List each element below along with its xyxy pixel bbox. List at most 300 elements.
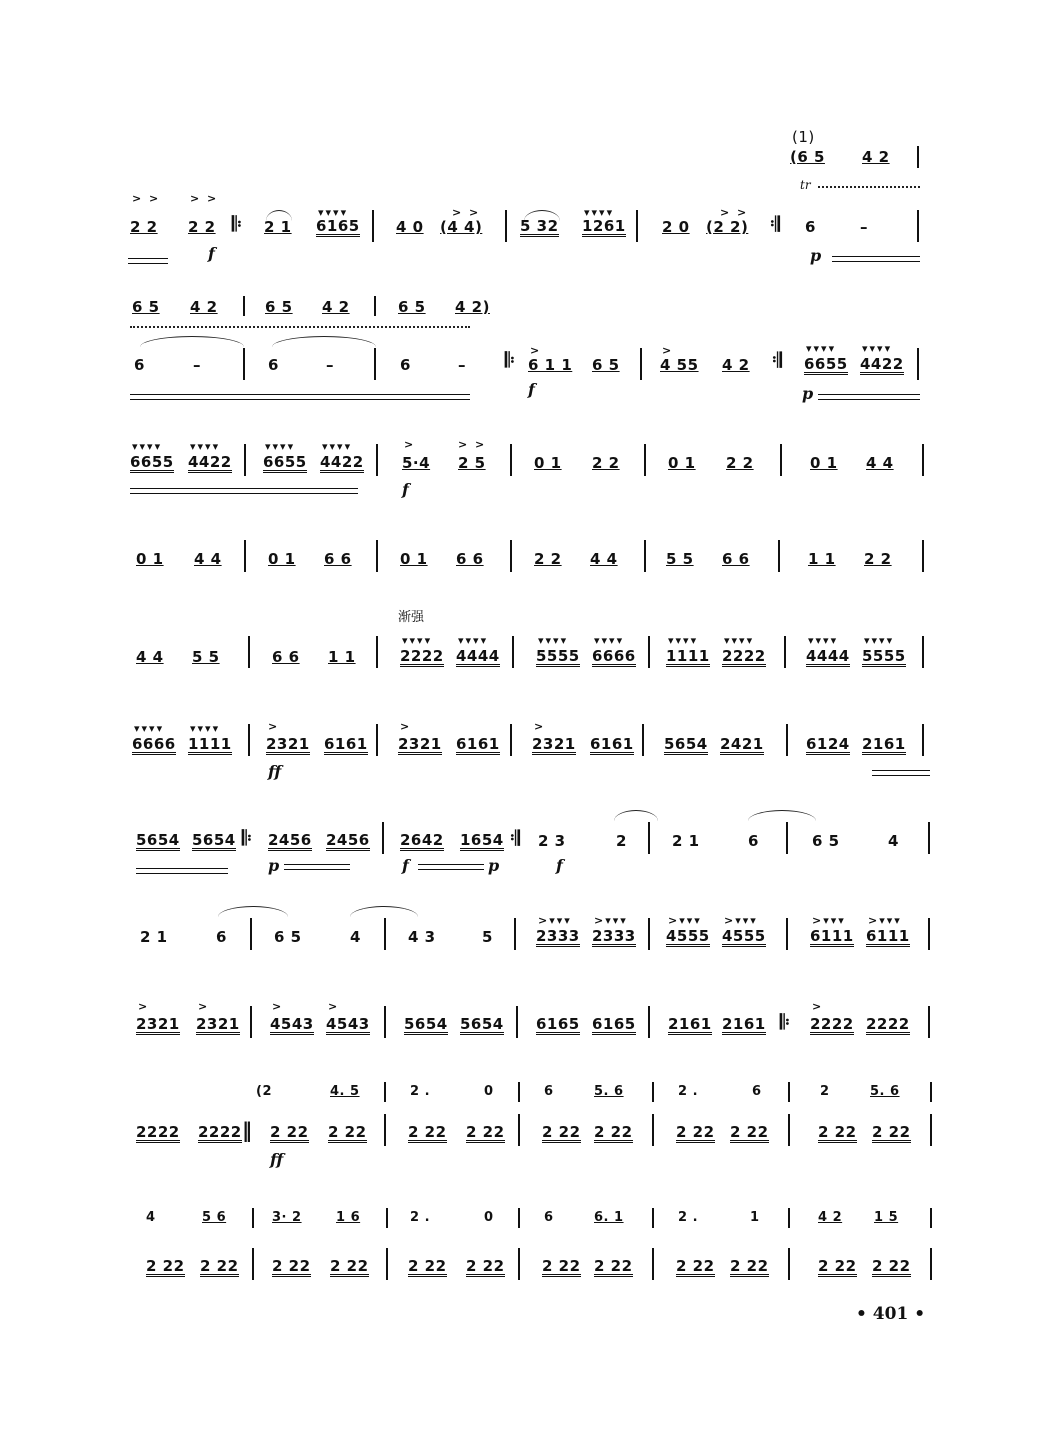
- barline: [376, 636, 378, 668]
- staccato-marks: ▾▾▾▾: [458, 634, 489, 647]
- staccato-marks: ▾▾▾▾: [594, 634, 625, 647]
- barline: [384, 1006, 386, 1038]
- note-group: 5654: [664, 735, 708, 753]
- barline: [648, 1006, 650, 1038]
- accent-mark: > >: [132, 192, 161, 205]
- note-group: 4 55: [660, 356, 699, 374]
- barline: [386, 1248, 388, 1280]
- note-group: 4444: [456, 647, 500, 665]
- accent-mark: >: [268, 720, 280, 733]
- tie: [140, 336, 244, 347]
- barline: [244, 444, 246, 476]
- note-group: 2 2: [592, 454, 620, 472]
- final-barline: ‖: [242, 1118, 252, 1142]
- note-group: 2 .: [410, 1210, 431, 1225]
- barline: [930, 1082, 932, 1102]
- note-group: 2 22: [330, 1257, 369, 1275]
- barline: [518, 1208, 520, 1228]
- barline: [922, 540, 924, 572]
- barline: [652, 1248, 654, 1280]
- note-group: (4 4): [440, 218, 483, 236]
- note-group: 6: [134, 356, 145, 374]
- note-group: 0 1: [400, 550, 428, 568]
- ornament-label: (1): [792, 128, 815, 146]
- note-group: 4543: [326, 1015, 370, 1033]
- trill-wave: [130, 320, 470, 328]
- accent-mark: >: [404, 438, 416, 451]
- repeat-start: 𝄆: [780, 1010, 790, 1034]
- crescendo-marking: 渐强: [398, 610, 425, 625]
- dynamic-mark: f: [208, 244, 215, 263]
- accent-mark: >: [530, 344, 542, 357]
- note-group: 2 22: [818, 1257, 857, 1275]
- barline: [252, 1208, 254, 1228]
- note-group: 0: [484, 1210, 494, 1225]
- accent-mark: > >: [190, 192, 219, 205]
- dynamic-mark: p: [802, 384, 814, 403]
- note-group: 3· 2: [272, 1210, 302, 1225]
- repeat-end: 𝄇: [770, 212, 780, 236]
- note-group: 6: [544, 1210, 554, 1225]
- hairpin: [832, 256, 920, 262]
- note-group: 2 22: [818, 1123, 857, 1141]
- dynamic-mark: p: [810, 246, 822, 265]
- repeat-end: 𝄇: [772, 348, 782, 372]
- note-group: (2: [256, 1084, 272, 1099]
- staccato-marks: ▾▾▾▾: [584, 206, 615, 219]
- note-group: 4 4: [136, 648, 164, 666]
- staccato-marks: ▾▾▾▾: [402, 634, 433, 647]
- barline: [930, 1114, 932, 1146]
- note-group: 6666: [132, 735, 176, 753]
- note-group: 2 22: [466, 1257, 505, 1275]
- barline: [644, 540, 646, 572]
- barline: [784, 636, 786, 668]
- staccato-marks: ▾▾▾▾: [806, 342, 837, 355]
- note-group: 4: [350, 928, 361, 946]
- tie: [218, 906, 288, 917]
- dynamic-mark: f: [556, 856, 563, 875]
- staccato-marks: ▾▾▾▾: [190, 722, 221, 735]
- note-group: 1654: [460, 831, 504, 849]
- note-group: 2 .: [678, 1210, 699, 1225]
- note-group: 6165: [592, 1015, 636, 1033]
- barline: [505, 210, 507, 242]
- note-group: 4543: [270, 1015, 314, 1033]
- tie: [350, 906, 418, 917]
- note-group: 1 1: [328, 648, 356, 666]
- note-group: 1111: [666, 647, 710, 665]
- note-group: 2 1: [264, 218, 292, 236]
- note-group: 6655: [804, 355, 848, 373]
- note-group: 0: [484, 1084, 494, 1099]
- note-group: 1261: [582, 217, 626, 235]
- note-group: 4 3: [408, 928, 436, 946]
- note-group: 6124: [806, 735, 850, 753]
- note-group: 4 2: [722, 356, 750, 374]
- note-group: 2222: [198, 1123, 242, 1141]
- note-group: 4 2: [862, 148, 890, 166]
- note-group: 6161: [590, 735, 634, 753]
- note-group: 4 0: [396, 218, 424, 236]
- note-group: 2333: [592, 927, 636, 945]
- repeat-start: 𝄆: [232, 212, 242, 236]
- note-group: 5 5: [192, 648, 220, 666]
- barline: [652, 1208, 654, 1228]
- note-group: 6 5: [812, 832, 840, 850]
- staccato-marks: ▾▾▾▾: [724, 634, 755, 647]
- note-group: 1: [750, 1210, 760, 1225]
- tie: [272, 336, 376, 347]
- note-group: 6165: [316, 217, 360, 235]
- barline: [930, 1208, 932, 1228]
- note-group: 6 1 1: [528, 356, 573, 374]
- note-group: 5: [482, 928, 493, 946]
- note-group: 1111: [188, 735, 232, 753]
- barline: [928, 1006, 930, 1038]
- note-group: 6655: [263, 453, 307, 471]
- barline: [518, 1114, 520, 1146]
- barline: [376, 724, 378, 756]
- accent-mark: >: [534, 720, 546, 733]
- barline: [372, 210, 374, 242]
- note-group: 6: [748, 832, 759, 850]
- note-group: 2421: [720, 735, 764, 753]
- note-group: 6 6: [272, 648, 300, 666]
- note-group: 5. 6: [870, 1084, 900, 1099]
- note-group: 1 5: [874, 1210, 899, 1225]
- note-group: 4 2): [455, 298, 490, 316]
- barline: [648, 822, 650, 854]
- note-group: 4444: [806, 647, 850, 665]
- barline: [652, 1114, 654, 1146]
- barline: [376, 444, 378, 476]
- note-group: 5. 6: [594, 1084, 624, 1099]
- note-group: 2642: [400, 831, 444, 849]
- note-group: 0 1: [810, 454, 838, 472]
- note-group: 4422: [860, 355, 904, 373]
- accent-mark: >▾▾▾: [594, 914, 628, 927]
- accent-mark: >: [662, 344, 674, 357]
- hairpin: [418, 864, 484, 870]
- barline: [786, 822, 788, 854]
- note-group: 2 .: [410, 1084, 431, 1099]
- note-group: –: [326, 356, 334, 374]
- accent-mark: > >: [452, 206, 481, 219]
- note-group: 0 1: [268, 550, 296, 568]
- accent-mark: >: [328, 1000, 340, 1013]
- note-group: 2 22: [408, 1123, 447, 1141]
- hairpin: [284, 864, 350, 870]
- repeat-start: 𝄆: [242, 826, 252, 850]
- note-group: 6 5: [592, 356, 620, 374]
- barline: [374, 348, 376, 380]
- note-group: 2: [616, 832, 627, 850]
- barline: [510, 540, 512, 572]
- barline: [248, 636, 250, 668]
- note-group: 2 2: [726, 454, 754, 472]
- barline: [376, 540, 378, 572]
- barline: [788, 1114, 790, 1146]
- note-group: 4 4: [194, 550, 222, 568]
- note-group: 6: [400, 356, 411, 374]
- accent-mark: >▾▾▾: [868, 914, 902, 927]
- barline: [928, 822, 930, 854]
- dynamic-mark: ff: [268, 762, 282, 781]
- note-group: 0 1: [534, 454, 562, 472]
- note-group: 2 22: [594, 1123, 633, 1141]
- note-group: 5 5: [666, 550, 694, 568]
- barline: [786, 918, 788, 950]
- barline: [922, 636, 924, 668]
- note-group: 5 6: [202, 1210, 227, 1225]
- note-group: 2 22: [594, 1257, 633, 1275]
- barline: [928, 918, 930, 950]
- accent-mark: >: [272, 1000, 284, 1013]
- barline: [642, 724, 644, 756]
- accent-mark: >: [812, 1000, 824, 1013]
- repeat-end: 𝄇: [510, 826, 520, 850]
- note-group: 6111: [866, 927, 910, 945]
- repeat-start: 𝄆: [505, 348, 515, 372]
- staccato-marks: ▾▾▾▾: [668, 634, 699, 647]
- barline: [516, 1006, 518, 1038]
- note-group: 4 2: [190, 298, 218, 316]
- note-group: 2: [820, 1084, 830, 1099]
- note-group: 6655: [130, 453, 174, 471]
- barline: [384, 1082, 386, 1102]
- note-group: 2 0: [662, 218, 690, 236]
- note-group: 2 22: [200, 1257, 239, 1275]
- note-group: 6 5: [274, 928, 302, 946]
- note-group: 2161: [862, 735, 906, 753]
- note-group: 2 22: [542, 1123, 581, 1141]
- note-group: 2321: [136, 1015, 180, 1033]
- note-group: 4422: [320, 453, 364, 471]
- note-group: 2 22: [872, 1257, 911, 1275]
- trill-mark: tr: [800, 178, 811, 192]
- note-group: 2 2: [130, 218, 158, 236]
- hairpin: [130, 394, 470, 400]
- note-group: 6161: [324, 735, 368, 753]
- barline: [384, 918, 386, 950]
- note-group: 2 22: [466, 1123, 505, 1141]
- accent-mark: >▾▾▾: [724, 914, 758, 927]
- note-group: 2456: [326, 831, 370, 849]
- barline: [917, 210, 919, 242]
- note-group: –: [193, 356, 201, 374]
- staccato-marks: ▾▾▾▾: [538, 634, 569, 647]
- note-group: 2 22: [408, 1257, 447, 1275]
- note-group: 2 5: [458, 454, 486, 472]
- note-group: 6: [216, 928, 227, 946]
- note-group: 2321: [196, 1015, 240, 1033]
- note-group: 4: [888, 832, 899, 850]
- hairpin: [136, 868, 228, 874]
- barline: [518, 1082, 520, 1102]
- hairpin: [130, 488, 358, 494]
- note-group: 6 5: [398, 298, 426, 316]
- barline: [788, 1208, 790, 1228]
- dynamic-mark: p: [488, 856, 500, 875]
- barline: [917, 146, 919, 168]
- note-group: 2 2: [188, 218, 216, 236]
- note-group: 2222: [136, 1123, 180, 1141]
- barline: [252, 1248, 254, 1280]
- note-group: 2321: [532, 735, 576, 753]
- note-group: 6: [752, 1084, 762, 1099]
- note-group: 6 6: [722, 550, 750, 568]
- note-group: 2 22: [542, 1257, 581, 1275]
- barline: [648, 918, 650, 950]
- note-group: 4555: [722, 927, 766, 945]
- barline: [780, 444, 782, 476]
- note-group: 4 2: [322, 298, 350, 316]
- barline: [248, 724, 250, 756]
- note-group: 6 6: [456, 550, 484, 568]
- note-group: 4422: [188, 453, 232, 471]
- note-group: 5654: [460, 1015, 504, 1033]
- accent-mark: >: [400, 720, 412, 733]
- note-group: 2 1: [672, 832, 700, 850]
- note-group: 2 22: [872, 1123, 911, 1141]
- accent-mark: >: [138, 1000, 150, 1013]
- note-group: 4: [146, 1210, 156, 1225]
- note-group: 5 32: [520, 217, 559, 235]
- note-group: 0 1: [136, 550, 164, 568]
- note-group: 2 .: [678, 1084, 699, 1099]
- note-group: 2222: [810, 1015, 854, 1033]
- dynamic-mark: f: [528, 380, 535, 399]
- note-group: 2222: [866, 1015, 910, 1033]
- note-group: 1 6: [336, 1210, 361, 1225]
- barline: [382, 822, 384, 854]
- barline: [518, 1248, 520, 1280]
- accent-mark: >▾▾▾: [668, 914, 702, 927]
- barline: [922, 444, 924, 476]
- staccato-marks: ▾▾▾▾: [864, 634, 895, 647]
- staccato-marks: ▾▾▾▾: [265, 440, 296, 453]
- note-group: 4 4: [866, 454, 894, 472]
- note-group: 2 22: [730, 1123, 769, 1141]
- note-group: 5654: [192, 831, 236, 849]
- note-group: 4 4: [590, 550, 618, 568]
- note-group: 5555: [536, 647, 580, 665]
- staccato-marks: ▾▾▾▾: [134, 722, 165, 735]
- barline: [648, 636, 650, 668]
- barline: [788, 1082, 790, 1102]
- note-group: 6: [268, 356, 279, 374]
- dynamic-mark: p: [268, 856, 280, 875]
- barline: [243, 296, 245, 316]
- tie: [748, 810, 816, 821]
- note-group: 2 22: [328, 1123, 367, 1141]
- barline: [652, 1082, 654, 1102]
- barline: [917, 348, 919, 380]
- barline: [514, 918, 516, 950]
- barline: [386, 1208, 388, 1228]
- barline: [244, 540, 246, 572]
- hairpin: [818, 394, 920, 400]
- accent-mark: > >: [458, 438, 487, 451]
- barline: [640, 348, 642, 380]
- note-group: 6165: [536, 1015, 580, 1033]
- note-group: 2222: [400, 647, 444, 665]
- dynamic-mark: f: [402, 856, 409, 875]
- barline: [243, 348, 245, 380]
- note-group: 2222: [722, 647, 766, 665]
- note-group: 2161: [668, 1015, 712, 1033]
- note-group: 4. 5: [330, 1084, 360, 1099]
- note-group: 6 6: [324, 550, 352, 568]
- note-group: (6 5: [790, 148, 825, 166]
- note-group: 5654: [136, 831, 180, 849]
- note-group: 6: [544, 1084, 554, 1099]
- note-group: (2 2): [706, 218, 749, 236]
- note-group: 2321: [266, 735, 310, 753]
- note-group: 4555: [666, 927, 710, 945]
- note-group: 6 5: [132, 298, 160, 316]
- note-group: –: [458, 356, 466, 374]
- note-group: 2 22: [676, 1123, 715, 1141]
- staccato-marks: ▾▾▾▾: [318, 206, 349, 219]
- hairpin: [128, 258, 168, 264]
- barline: [374, 296, 376, 316]
- barline: [788, 1248, 790, 1280]
- note-group: 2 22: [676, 1257, 715, 1275]
- barline: [250, 1006, 252, 1038]
- barline: [384, 1114, 386, 1146]
- tie: [614, 810, 658, 821]
- barline: [930, 1248, 932, 1280]
- note-group: 6111: [810, 927, 854, 945]
- note-group: 1 1: [808, 550, 836, 568]
- barline: [636, 210, 638, 242]
- note-group: 2333: [536, 927, 580, 945]
- note-group: 2161: [722, 1015, 766, 1033]
- barline: [510, 444, 512, 476]
- page-number: • 401 •: [856, 1304, 926, 1324]
- staccato-marks: ▾▾▾▾: [132, 440, 163, 453]
- hairpin: [872, 770, 930, 776]
- barline: [922, 724, 924, 756]
- note-group: –: [860, 218, 868, 236]
- dynamic-mark: ff: [270, 1150, 284, 1169]
- staccato-marks: ▾▾▾▾: [862, 342, 893, 355]
- trill-wave: [818, 180, 920, 188]
- note-group: 2 22: [730, 1257, 769, 1275]
- note-group: 2456: [268, 831, 312, 849]
- barline: [510, 724, 512, 756]
- note-group: 6666: [592, 647, 636, 665]
- note-group: 2 1: [140, 928, 168, 946]
- staccato-marks: ▾▾▾▾: [808, 634, 839, 647]
- staccato-marks: ▾▾▾▾: [322, 440, 353, 453]
- note-group: 6: [805, 218, 816, 236]
- note-group: 2 22: [270, 1123, 309, 1141]
- accent-mark: >▾▾▾: [538, 914, 572, 927]
- note-group: 6. 1: [594, 1210, 624, 1225]
- note-group: 5·4: [402, 454, 431, 472]
- accent-mark: >▾▾▾: [812, 914, 846, 927]
- note-group: 5555: [862, 647, 906, 665]
- dynamic-mark: f: [402, 480, 409, 499]
- staccato-marks: ▾▾▾▾: [190, 440, 221, 453]
- barline: [250, 918, 252, 950]
- barline: [778, 540, 780, 572]
- accent-mark: > >: [720, 206, 749, 219]
- note-group: 2321: [398, 735, 442, 753]
